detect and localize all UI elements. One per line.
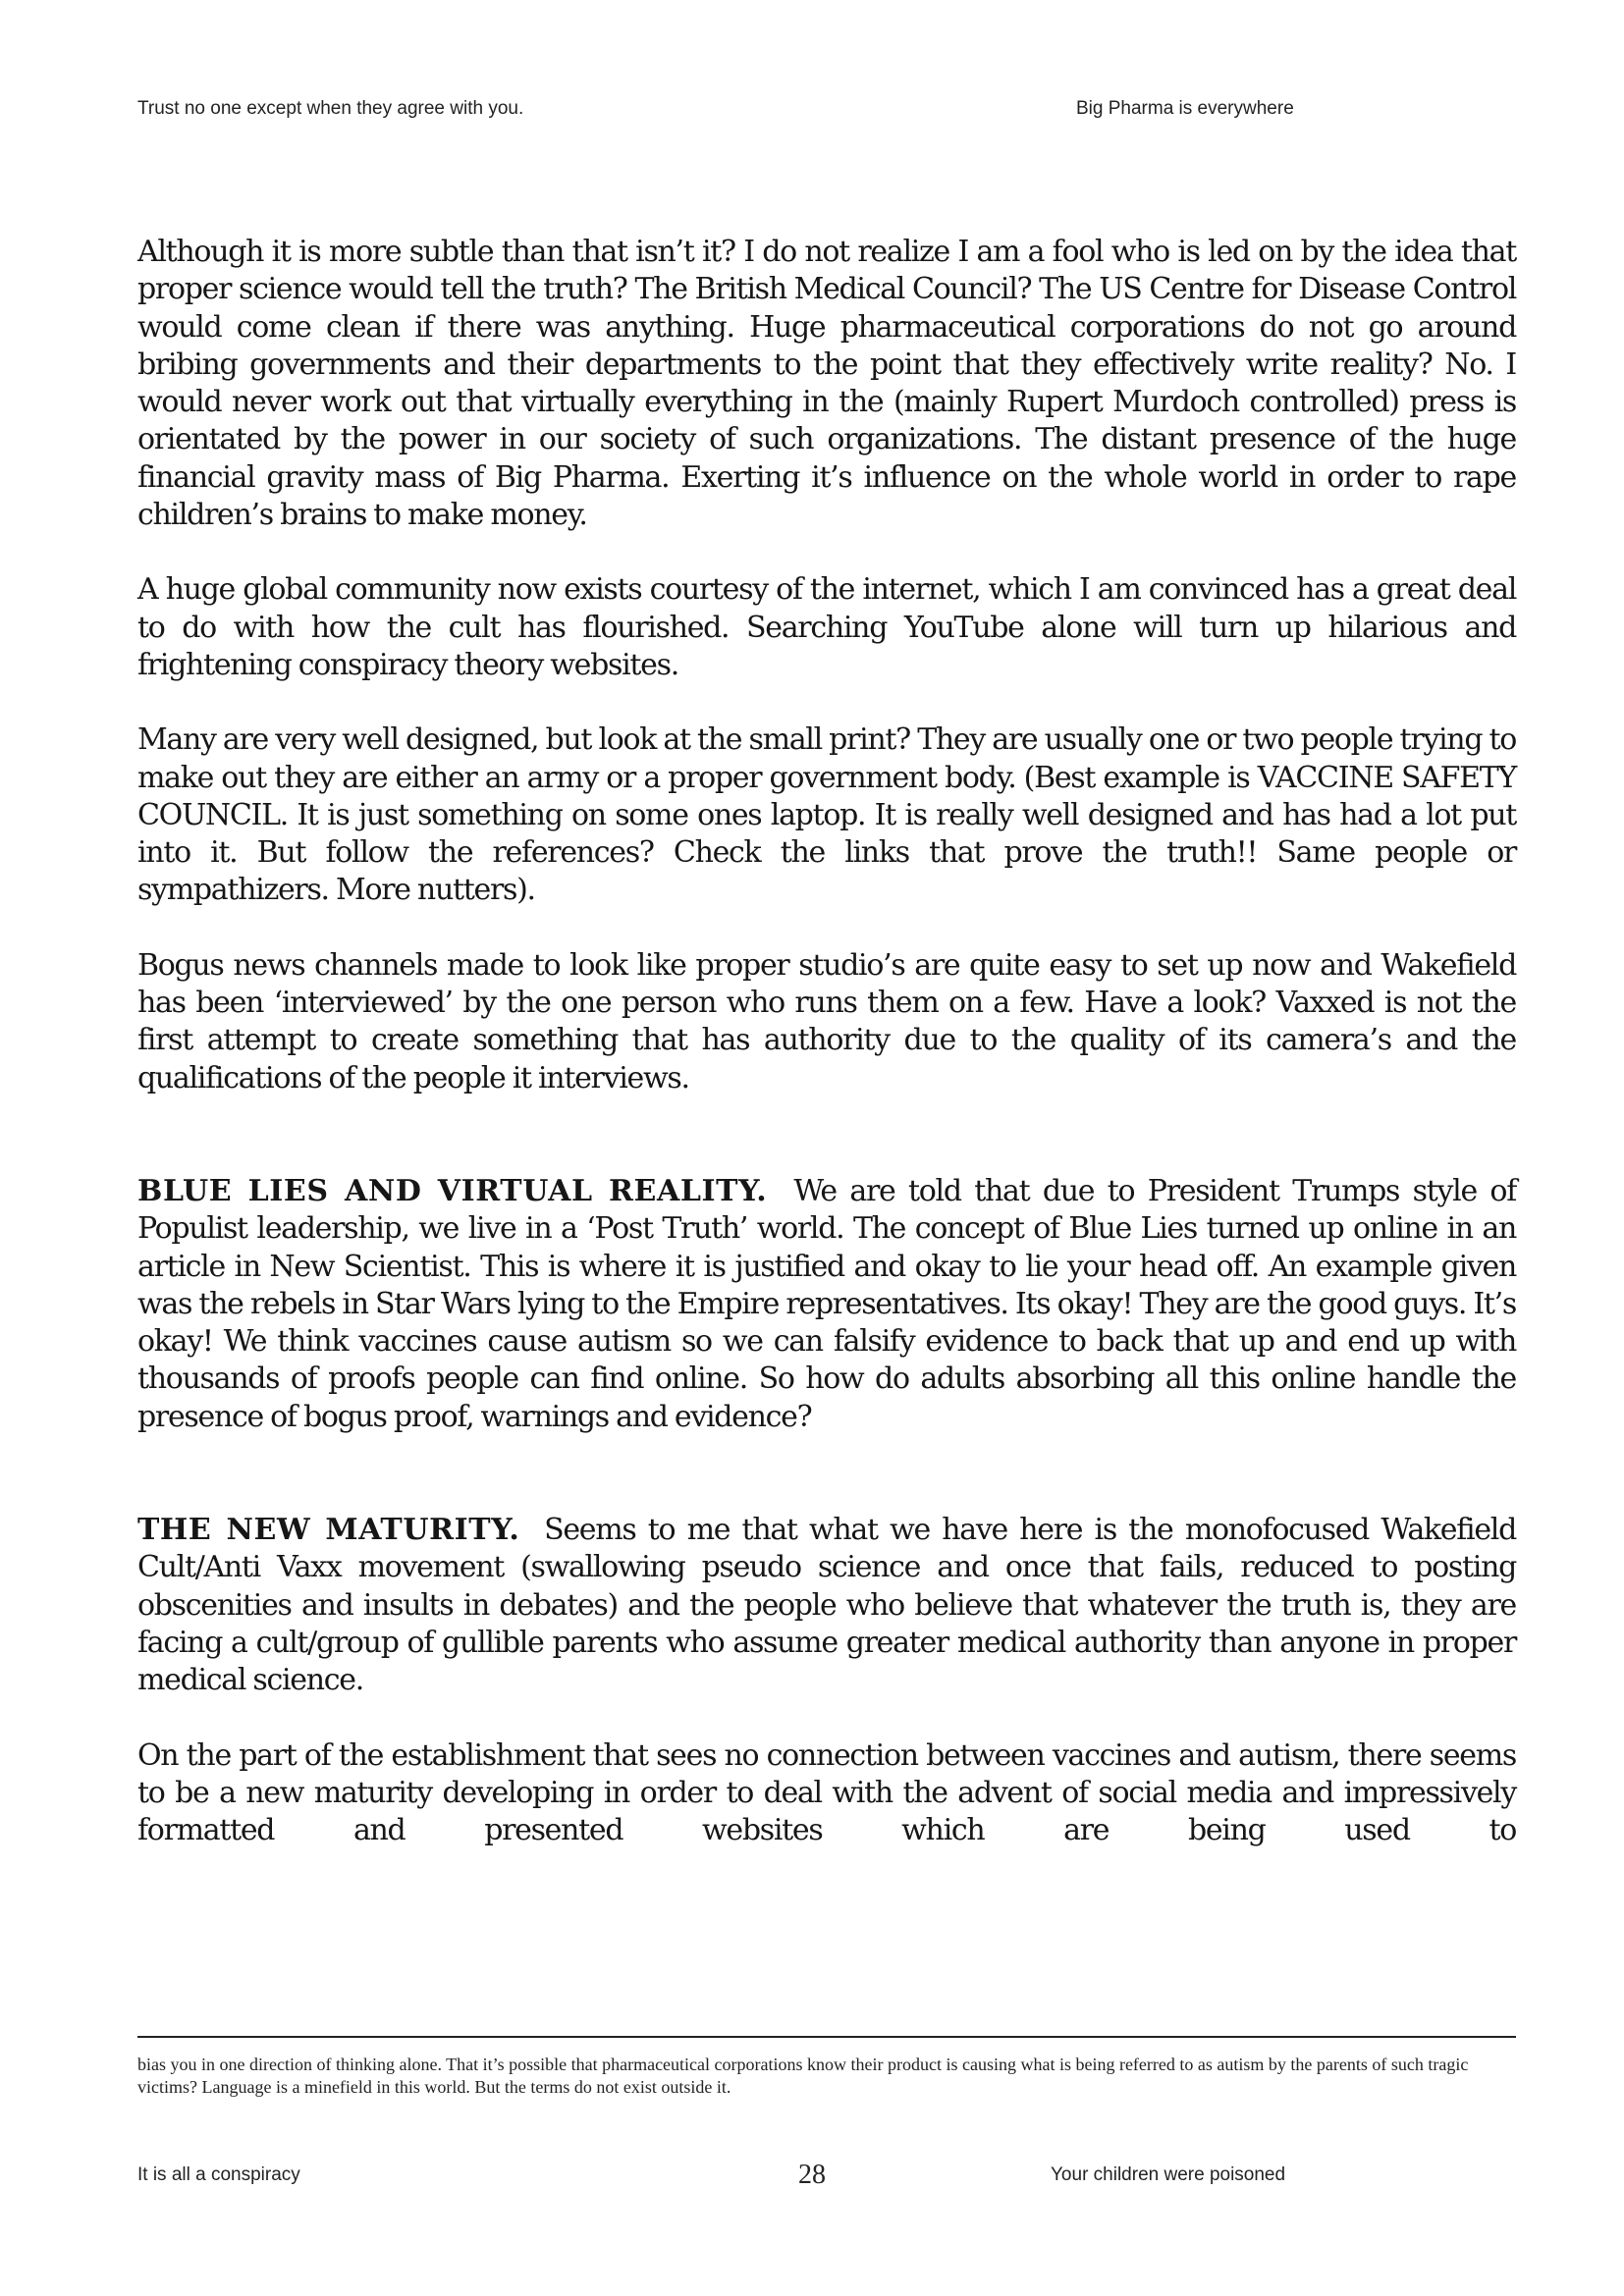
footnote-text: bias you in one direction of thinking alone. That it’s possible that pharmaceutical corporations know their product is causing what is being referred to as autism by the parents of such tragic victims? Language is a minefield in this world. But the terms do not exist outside it. [137,2055,1469,2097]
footnote-divider [137,2036,1516,2038]
section-heading: THE NEW MATURITY. [137,1513,520,1548]
section-blue-lies [137,1173,1516,1436]
running-footer-left: It is all a conspiracy [137,2164,300,2185]
paragraph: Bogus news channels made to look like proper studio’s are quite easy to set up now and Wakefield has been ‘interviewed’ by the one person who runs them on a few. Have a look? Vaxxed is not the first attempt to create something that has authority due to the quality of its camera’s and the qualifications of the people it interviews. [137,947,1516,1095]
section-heading: BLUE LIES AND VIRTUAL REALITY. [137,1173,768,1208]
page-number: 28 [798,2160,826,2190]
paragraph: Although it is more subtle than that isn’t it? I do not realize I am a fool who is led on by the idea that proper science would tell the truth? The British Medical Council? The US Centre for Disease Control would come clean if there was anything. Huge pharmaceutical corporations do not go around bribing governments and their departments to the point that they effectively write reality? No. I would never work out that virtually everything in the (mainly Rupert Murdoch controlled) press is orientated by the power in our society of such organizations. The distant presence of the huge financial gravity mass of Big Pharma. Exerting it’s influence on the whole world in order to rape children’s brains to make money. [137,235,1516,533]
paragraph: Many are very well designed, but look at the small print? They are usually one or two people trying to make out they are either an army or a proper government body. (Best example is VACCINE SAFETY COUNCIL. It is just something on some ones laptop. It is really well designed and has had a lot put into it. But follow the references? Check the links that prove the truth!! Same people or sympathizers. More nutters). [137,722,1516,908]
paragraph: On the part of the establishment that sees no connection between vaccines and autism, there seems to be a new maturity developing in order to deal with the advent of social media and impressively formatted and presented websites which are being used to [137,1737,1516,1848]
section-text: Seems to me that what we have here is the monofocused Wakefield Cult/Anti Vaxx movement (swallowing pseudo science and once that fails, reduced to posting obscenities and insults in debates) and the people who believe that whatever the truth is, they are facing a cult/group of gullible parents who assume greater medical authority than anyone in proper medical science. [137,1513,1516,1698]
body-text [137,234,1516,1849]
running-footer-right: Your children were poisoned [1051,2164,1286,2185]
running-header-right: Big Pharma is everywhere [1076,98,1294,119]
running-header-left: Trust no one except when they agree with you. [137,98,524,119]
paragraph: A huge global community now exists courtesy of the internet, which I am convinced has a great deal to do with how the cult has flourished. Searching YouTube alone will turn up hilarious and frightening conspiracy theory websites. [137,572,1516,682]
section-text: We are told that due to President Trumps style of Populist leadership, we live in a ‘Post Truth’ world. The concept of Blue Lies turned up online in an article in New Scientist. This is where it is justified and okay to lie your head off. An example given was the rebels in Star Wars lying to the Empire representatives. Its okay! They are the good guys. It’s okay! We think vaccines cause autism so we can falsify evidence to back that up and end up with thousands of proofs people can find online. So how do adults absorbing all this online handle the presence of bogus proof, warnings and evidence? [137,1173,1517,1434]
section-new-maturity [137,1512,1516,1699]
